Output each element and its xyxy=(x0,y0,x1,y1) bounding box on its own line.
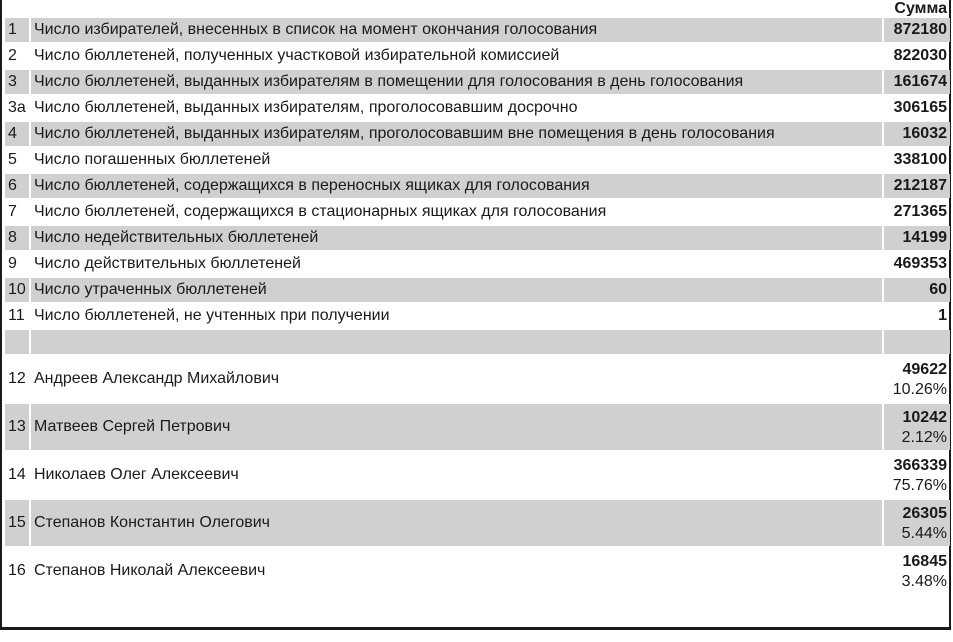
row-value: 306165 xyxy=(893,99,947,116)
row-number: 16 xyxy=(8,562,26,579)
row-value: 212187 xyxy=(884,174,950,198)
row-value: 872180 xyxy=(884,18,950,42)
row-number: 12 xyxy=(8,370,26,387)
results-table xyxy=(3,0,952,596)
candidate-name: Николаев Олег Алексеевич xyxy=(34,466,239,483)
row-value: 338100 xyxy=(893,151,947,168)
candidate-votes: 366339 xyxy=(893,456,947,474)
row-label: Число избирателей, внесенных в список на момент окончания голосования xyxy=(31,18,882,42)
separator-cell xyxy=(5,330,29,354)
candidate-result xyxy=(884,452,950,498)
row-number: 15 xyxy=(5,500,29,546)
candidate-row xyxy=(5,404,950,450)
table-row xyxy=(5,304,950,328)
separator-cell xyxy=(884,330,950,354)
row-number: 10 xyxy=(5,278,29,302)
separator-cell xyxy=(31,330,882,354)
candidate-percent: 5.44% xyxy=(901,524,947,542)
row-label: Число бюллетеней, полученных участковой избирательной комиссией xyxy=(34,47,560,64)
candidate-name: Андреев Александр Михайлович xyxy=(34,370,280,387)
candidate-percent: 2.12% xyxy=(901,428,947,446)
row-number: 7 xyxy=(8,203,17,220)
candidate-name: Степанов Константин Олегович xyxy=(31,500,882,546)
candidate-row xyxy=(5,548,950,594)
row-value: 14199 xyxy=(884,226,950,250)
row-value: 822030 xyxy=(893,47,947,64)
candidate-result xyxy=(884,548,950,594)
separator-row xyxy=(5,330,950,354)
table-row xyxy=(5,226,950,250)
row-label: Число бюллетеней, выданных избирателям в помещении для голосования в день голосования xyxy=(31,70,882,94)
candidate-row xyxy=(5,452,950,498)
candidate-name: Матвеев Сергей Петрович xyxy=(31,404,882,450)
table-row xyxy=(5,200,950,224)
candidate-percent: 3.48% xyxy=(901,572,947,590)
row-label: Число недействительных бюллетеней xyxy=(31,226,882,250)
candidate-votes: 26305 xyxy=(902,504,947,522)
row-label: Число бюллетеней, не учтенных при получении xyxy=(34,307,390,324)
row-label: Число погашенных бюллетеней xyxy=(34,151,271,168)
row-number: 1 xyxy=(5,18,29,42)
candidate-percent: 75.76% xyxy=(892,476,947,494)
row-number: 3 xyxy=(5,70,29,94)
candidate-votes: 16845 xyxy=(902,552,947,570)
candidate-row xyxy=(5,356,950,402)
row-value: 16032 xyxy=(884,122,950,146)
table-row xyxy=(5,122,950,146)
candidate-result xyxy=(884,356,950,402)
row-value: 60 xyxy=(884,278,950,302)
row-number: 14 xyxy=(8,466,26,483)
table-row xyxy=(5,96,950,120)
candidate-result xyxy=(884,500,950,546)
row-value: 1 xyxy=(938,307,947,324)
row-number: 3а xyxy=(8,99,26,116)
table-row xyxy=(5,252,950,276)
candidate-result xyxy=(884,404,950,450)
candidate-votes: 49622 xyxy=(902,360,947,378)
row-number: 11 xyxy=(8,307,25,324)
row-number: 4 xyxy=(5,122,29,146)
row-number: 8 xyxy=(5,226,29,250)
header-blank-label xyxy=(31,2,882,16)
table-row xyxy=(5,278,950,302)
header-blank-num xyxy=(5,2,29,16)
row-value: 469353 xyxy=(893,255,947,272)
row-label: Число бюллетеней, выданных избирателям, проголосовавшим вне помещения в день голосования xyxy=(31,122,882,146)
row-label: Число действительных бюллетеней xyxy=(34,255,301,272)
sum-column-header: Сумма xyxy=(894,2,947,16)
row-label: Число бюллетеней, содержащихся в переносных ящиках для голосования xyxy=(31,174,882,198)
row-value: 271365 xyxy=(893,203,947,220)
row-number: 13 xyxy=(5,404,29,450)
row-number: 9 xyxy=(8,255,17,272)
row-value: 161674 xyxy=(884,70,950,94)
row-label: Число утраченных бюллетеней xyxy=(31,278,882,302)
table-row xyxy=(5,148,950,172)
candidate-name: Степанов Николай Алексеевич xyxy=(34,562,266,579)
candidate-votes: 10242 xyxy=(902,408,947,426)
table-row xyxy=(5,174,950,198)
table-row xyxy=(5,70,950,94)
row-number: 5 xyxy=(8,151,17,168)
row-label: Число бюллетеней, выданных избирателям, проголосовавшим досрочно xyxy=(34,99,578,116)
row-label: Число бюллетеней, содержащихся в стационарных ящиках для голосования xyxy=(34,203,607,220)
row-number: 6 xyxy=(5,174,29,198)
candidate-percent: 10.26% xyxy=(892,380,947,398)
table-row xyxy=(5,18,950,42)
row-number: 2 xyxy=(8,47,17,64)
table-row xyxy=(5,44,950,68)
candidate-row xyxy=(5,500,950,546)
table-header-row xyxy=(5,2,950,16)
